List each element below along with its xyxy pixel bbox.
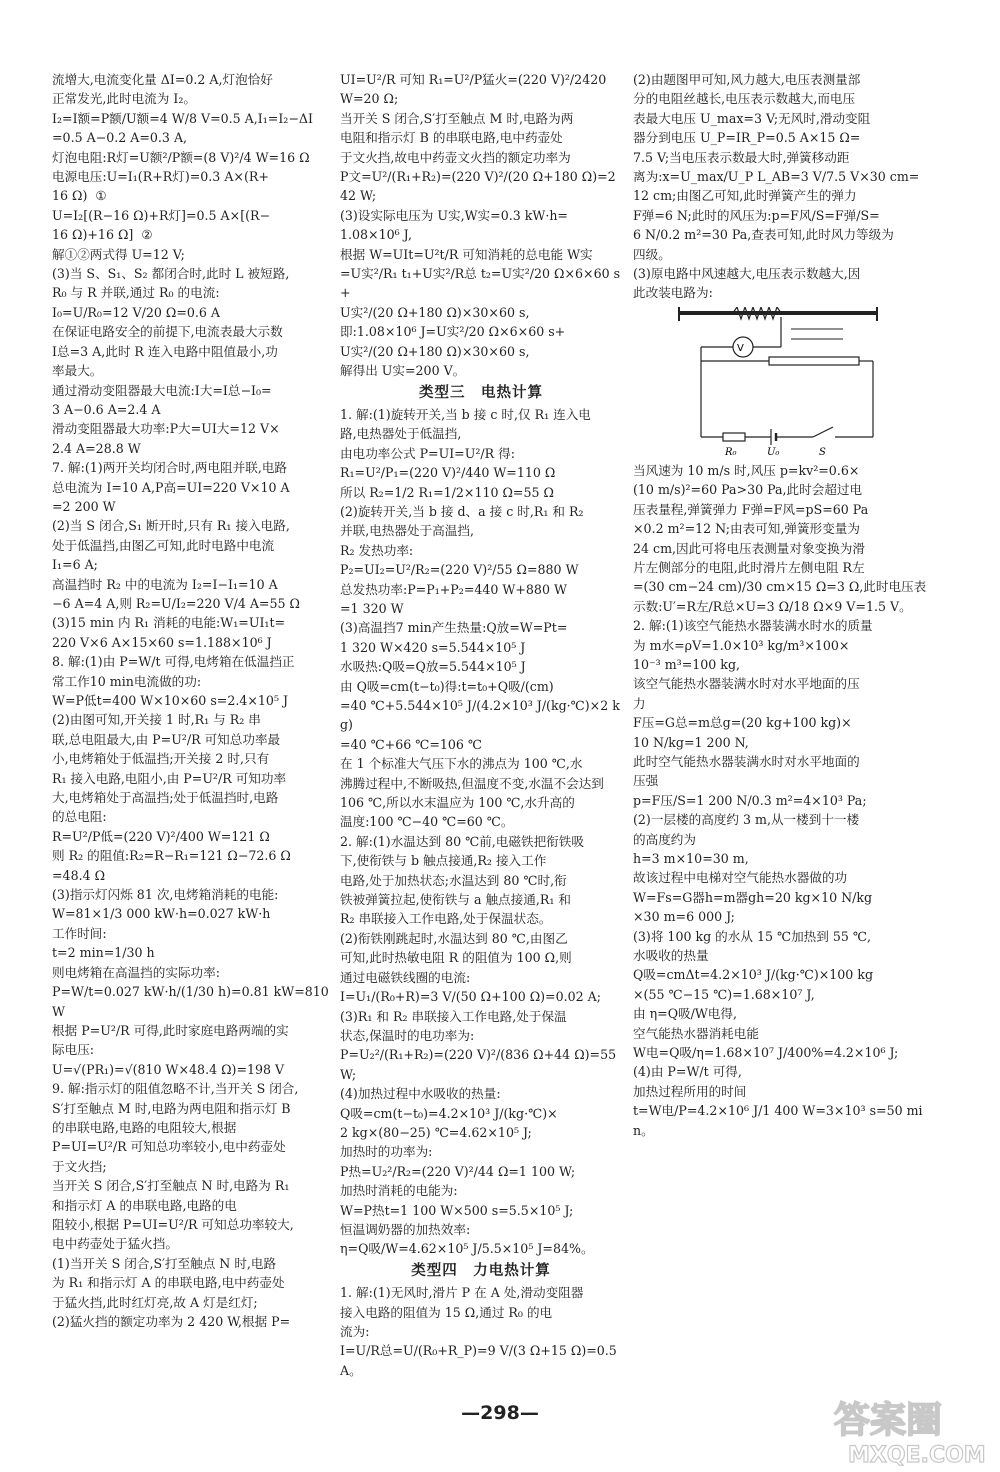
text-line: 水吸热:Q吸=Q放=5.544×10⁵ J [340, 659, 526, 675]
text-line: 106 ℃,所以水末温应为 100 ℃,水升高的 [340, 795, 575, 811]
page-number: —298— [461, 1402, 539, 1424]
text-line: 24 cm,因此可将电压表测量对象变换为滑 [633, 540, 865, 556]
r0-label: R₀ [725, 446, 737, 457]
text-line: 流为: [340, 1324, 370, 1339]
text-line: 12 cm;由图乙可知,此时弹簧产生的弹力 [633, 188, 857, 204]
text-line: (2)旋转开关,当 b 接 d、a 接 c 时,R₁ 和 R₂ [340, 503, 584, 519]
text-line: W=P低t=400 W×10×60 s=2.4×10⁵ J [52, 693, 289, 708]
text-line: 水吸收的热量 [633, 948, 709, 964]
text-line: R₀ 与 R 并联,通过 R₀ 的电流: [52, 285, 220, 301]
text-line: 铁被弹簧拉起,使衔铁与 a 触点接通,R₁ 和 [340, 892, 571, 908]
text-line: 沸腾过程中,不断吸热,但温度不变,水温不会达到 [340, 775, 604, 791]
text-line: =48.4 Ω [52, 867, 106, 883]
text-line: I₁=6 A; [52, 557, 98, 573]
text-line: −6 A=4 A,则 R₂=U/I₂=220 V/4 A=55 Ω [52, 595, 300, 611]
text-line: 正常发光,此时电流为 I₂。 [52, 91, 196, 107]
text-line: 器分到电压 U_P=IR_P=0.5 A×15 Ω= [633, 130, 861, 146]
text-line: 10 N/kg=1 200 N, [633, 734, 749, 750]
text-line: (2)衔铁刚跳起时,水温达到 80 ℃,由图乙 [340, 930, 568, 946]
text-line: 小,电烤箱处于低温挡;开关接 2 时,只有 [52, 751, 270, 767]
text-line: 温度:100 ℃−40 ℃=60 ℃。 [340, 814, 514, 830]
text-line: 四级。 [633, 246, 671, 262]
text-line: 流增大,电流变化量 ΔI=0.2 A,灯泡恰好 [52, 72, 273, 87]
switch-label: S [819, 446, 826, 457]
text-line: 下,使衔铁与 b 触点接通,R₂ 接入工作 [340, 853, 547, 869]
text-line: 于文火挡; [52, 1158, 107, 1174]
text-line: 恒温调奶器的加热效率: [340, 1221, 471, 1237]
answer-column-middle [340, 70, 622, 1380]
text-line: 压强 [633, 773, 659, 789]
text-line: 工作时间: [52, 925, 107, 941]
text-line: 可知,此时热敏电阻 R 的阻值为 100 Ω,则 [340, 950, 572, 966]
text-line: 当风速为 10 m/s 时,风压 p=kv²=0.6× [633, 462, 860, 478]
text-line: 压表量程,弹簧弹力 F弹=F风=pS=60 Pa [633, 501, 869, 517]
text-line: 9. 解:指示灯的阻值忽略不计,当开关 S 闭合, [52, 1081, 299, 1097]
text-line: 该空气能热水器装满水时对水平地面的压 [633, 676, 860, 692]
text-line: 7.5 V;当电压表示数最大时,弹簧移动距 [633, 149, 850, 165]
text-line: 此时空气能热水器装满水时对水平地面的 [633, 753, 860, 769]
text-line: 根据 P=U²/R 可得,此时家庭电路两端的实 [52, 1022, 289, 1038]
text-line: η=Q吸/W=4.62×10⁵ J/5.5×10⁵ J=84%。 [340, 1241, 594, 1257]
text-line: (3)原电路中风速越大,电压表示数越大,因 [633, 266, 861, 282]
text-line: 在保证电路安全的前提下,电流表最大示数 [52, 324, 283, 340]
text-line: 联,总电阻最大,由 P=U²/R 可知总功率最 [52, 731, 281, 747]
text-line: 于猛火挡,此时红灯亮,故 A 灯是红灯; [52, 1294, 258, 1310]
text-line: =2 200 W [52, 498, 116, 514]
text-line: 离为:x=U_max/U_P L_AB=3 V/7.5 V×30 cm= [633, 169, 920, 185]
text-line: 由 Q吸=cm(t−t₀)得:t=t₀+Q吸/(cm) [340, 678, 554, 694]
text-line: 为 R₁ 和指示灯 A 的串联电路,电中药壶处 [52, 1275, 285, 1291]
text-line: 并联,电热器处于高温挡, [340, 523, 474, 539]
text-line: W电=Q吸/η=1.68×10⁷ J/400%=4.2×10⁶ J; [633, 1045, 899, 1061]
text-line: P文=U²/(R₁+R₂)=(220 V)²/(20 Ω+180 Ω)=242 W; [340, 169, 616, 204]
text-line: 10⁻³ m³=100 kg, [633, 656, 741, 672]
text-line: S′打至触点 M 时,电路为两电阻和指示灯 B [52, 1100, 291, 1116]
text-line: U实²/(20 Ω+180 Ω)×30×60 s, [340, 343, 530, 359]
text-line: 6 N/0.2 m²=30 Pa,查表可知,此时风力等级为 [633, 227, 894, 243]
text-line: (2)猛火挡的额定功率为 2 420 W,根据 P= [52, 1314, 291, 1329]
text-line: t=2 min=1/30 h [52, 945, 155, 961]
text-line: 于文火挡,故电中药壶文火挡的额定功率为 [340, 149, 571, 165]
text-line: (2)由图可知,开关接 1 时,R₁ 与 R₂ 串 [52, 712, 261, 728]
text-line: R₁ 接入电路,电阻小,由 P=U²/R 可知功率 [52, 770, 287, 786]
text-line: 力 [633, 695, 646, 711]
text-line: 由电功率公式 P=UI=U²/R 得: [340, 445, 515, 461]
text-line: 灯泡电阻:R灯=U额²/P额=(8 V)²/4 W=16 Ω [52, 149, 310, 165]
text-line: (4)加热过程中水吸收的热量: [340, 1086, 501, 1102]
text-line: 路,电热器处于低温挡, [340, 426, 462, 442]
text-line: U=I₂[(R−16 Ω)+R灯]=0.5 A×[(R− [52, 207, 271, 223]
text-line: 16 Ω)+16 Ω] ② [52, 227, 153, 243]
watermark-logo [828, 1392, 988, 1468]
text-line: 的高度约为 [633, 831, 696, 847]
text-line: P=U₂²/(R₁+R₂)=(220 V)²/(836 Ω+44 Ω)=55 W; [340, 1047, 621, 1082]
answer-column-left [52, 70, 337, 1331]
voltmeter-label: V [737, 342, 744, 354]
text-line: 即:1.08×10⁶ J=U实²/20 Ω×6×60 s+ [340, 324, 566, 340]
text-line: 电源电压:U=I₁(R+R灯)=0.3 A×(R+ [52, 169, 269, 185]
text-line: R₂ 发热功率: [340, 542, 414, 558]
text-line: 解得出 U实=200 V。 [340, 363, 466, 379]
text-line: 接入电路的阻值为 15 Ω,通过 R₀ 的电 [340, 1304, 553, 1320]
text-line: 示数:U′=R左/R总×U=3 Ω/18 Ω×9 V=1.5 V。 [633, 598, 912, 614]
text-line: 通过滑动变阻器最大电流:I大=I总−I₀= [52, 382, 272, 398]
text-line: 由 η=Q吸/W电得, [633, 1006, 737, 1022]
circuit-diagram [673, 307, 883, 457]
text-line: (2)由题图甲可知,风力越大,电压表测量部 [633, 72, 861, 87]
text-line: P=UI=U²/R 可知总功率较小,电中药壶处 [52, 1139, 286, 1155]
text-line: W=81×1/3 000 kW·h=0.027 kW·h [52, 906, 271, 922]
text-line: =1 320 W [340, 600, 404, 616]
text-line: 8. 解:(1)由 P=W/t 可得,电烤箱在低温挡正 [52, 654, 295, 670]
text-line: 1. 解:(1)无风时,滑片 P 在 A 处,滑动变阻器 [340, 1285, 584, 1301]
text-line: 此改装电路为: [633, 285, 713, 301]
text-line: =(30 cm−24 cm)/30 cm×15 Ω=3 Ω,此时电压表 [633, 579, 927, 595]
text-line: R=U²/P低=(220 V)²/400 W=121 Ω [52, 828, 270, 844]
text-line: P热=U₂²/R₂=(220 V)²/44 Ω=1 100 W; [340, 1163, 576, 1179]
text-line: (3)将 100 kg 的水从 15 ℃加热到 55 ℃, [633, 928, 871, 944]
text-line: U=√(PR₁)=√(810 W×48.4 Ω)=198 V [52, 1061, 285, 1077]
text-line: 2.4 A=28.8 W [52, 440, 141, 456]
text-line: (2)当 S 闭合,S₁ 断开时,只有 R₁ 接入电路, [52, 518, 290, 534]
watermark-url: MXQE.COM [848, 1443, 986, 1468]
text-line: =0.5 A−0.2 A=0.3 A, [52, 130, 188, 146]
text-line: 为 m水=ρV=1.0×10³ kg/m³×100× [633, 637, 850, 653]
text-line: 率最大。 [52, 363, 103, 379]
text-line: 解①②两式得 U=12 V; [52, 246, 185, 262]
text-line: 3 A−0.6 A=2.4 A [52, 401, 161, 417]
text-line: 通过电磁铁线圈的电流: [340, 969, 471, 985]
text-line: (2)一层楼的高度约 3 m,从一楼到十一楼 [633, 812, 860, 828]
text-line: (3)R₁ 和 R₂ 串联接入工作电路,处于保温 [340, 1008, 567, 1024]
text-line: Q吸=cm(t−t₀)=4.2×10³ J/(kg·℃)× [340, 1105, 558, 1121]
text-line: P=W/t=0.027 kW·h/(1/30 h)=0.81 kW=810 W [52, 984, 333, 1019]
text-line: 电阻和指示灯 B 的串联电路,电中药壶处 [340, 130, 563, 146]
text-line: ×(55 ℃−15 ℃)=1.68×10⁷ J, [633, 986, 815, 1002]
text-line: =40 ℃+66 ℃=106 ℃ [340, 736, 483, 752]
text-line: I总=3 A,此时 R 连入电路中阻值最小,功 [52, 343, 278, 359]
text-line: 2 kg×(80−25) ℃=4.62×10⁵ J; [340, 1124, 532, 1140]
text-line: (3)指示灯闪烁 81 次,电烤箱消耗的电能: [52, 887, 279, 903]
u0-label: U₀ [767, 446, 780, 457]
text-line: 加热时消耗的电能为: [340, 1183, 458, 1199]
text-line: 空气能热水器消耗电能 [633, 1025, 759, 1041]
text-line: 的串联电路,电路的电阻较大,根据 [52, 1119, 237, 1135]
text-line: 电中药壶处于猛火挡。 [52, 1236, 178, 1252]
text-line: =U实²/R₁ t₁+U实²/R总 t₂=U实²/20 Ω×6×60 s+ [340, 266, 621, 301]
text-line: I=U/R总=U/(R₀+R_P)=9 V/(3 Ω+15 Ω)=0.5 A。 [340, 1343, 621, 1378]
text-line: R₂ 串联接入工作电路,处于保温状态。 [340, 911, 552, 927]
text-line: 表最大电压 U_max=3 V;无风时,滑动变阻 [633, 110, 871, 126]
text-line: (3)高温挡7 min产生热量:Q放=W=Pt= [340, 620, 568, 636]
text-line: I₂=I额=P额/U额=4 W/8 V=0.5 A,I₁=I₂−ΔI [52, 110, 313, 126]
text-line: 7. 解:(1)两开关均闭合时,两电阻并联,电路 [52, 460, 288, 476]
text-line: 大,电烤箱处于高温挡;处于低温挡时,电路 [52, 790, 279, 806]
text-line: 高温挡时 R₂ 中的电流为 I₂=I−I₁=10 A [52, 576, 278, 592]
text-line: 当开关 S 闭合,S′打至触点 N 时,电路为 R₁ [52, 1178, 290, 1194]
text-line: 加热过程所用的时间 [633, 1083, 747, 1099]
text-line: 的总电阻: [52, 809, 107, 825]
text-line: t=W电/P=4.2×10⁶ J/1 400 W=3×10³ s=50 min。 [633, 1103, 923, 1138]
text-line: 2. 解:(1)水温达到 80 ℃前,电磁铁把衔铁吸 [340, 833, 584, 849]
text-line: W=Fs=G器h=m器gh=20 kg×10 N/kg [633, 889, 873, 905]
section-heading: 类型三 电热计算 [419, 384, 543, 401]
text-line: =40 ℃+5.544×10⁵ J/(4.2×10³ J/(kg·℃)×2 kg) [340, 698, 620, 733]
text-line: (3)当 S、S₁、S₂ 都闭合时,此时 L 被短路, [52, 266, 290, 282]
text-line: 所以 R₂=1/2 R₁=1/2×110 Ω=55 Ω [340, 484, 554, 500]
text-line: UI=U²/R 可知 R₁=U²/P猛火=(220 V)²/2420 W=20 Ω; [340, 72, 611, 107]
text-line: 则电烤箱在高温挡的实际功率: [52, 964, 220, 980]
text-line: 则 R₂ 的阻值:R₂=R−R₁=121 Ω−72.6 Ω [52, 848, 291, 864]
text-line: (3)15 min 内 R₁ 消耗的电能:W₁=UI₁t= [52, 615, 286, 631]
answer-column-right [633, 70, 933, 1140]
text-line: 状态,保温时的电功率为: [340, 1027, 475, 1043]
text-line: 阻较小,根据 P=UI=U²/R 可知总功率较大, [52, 1216, 294, 1232]
text-line: W=P热t=1 100 W×500 s=5.5×10⁵ J; [340, 1202, 574, 1218]
text-line: (4)由 P=W/t 可得, [633, 1064, 742, 1080]
text-line: 故该过程中电梯对空气能热水器做的功 [633, 870, 848, 886]
text-line: I₀=U/R₀=12 V/20 Ω=0.6 A [52, 304, 221, 320]
text-line: 滑动变阻器最大功率:P大=UI大=12 V× [52, 421, 280, 437]
text-line: 220 V×6 A×15×60 s=1.188×10⁶ J [52, 634, 272, 650]
text-line: 当开关 S 闭合,S′打至触点 M 时,电路为两 [340, 110, 574, 126]
text-line: 际电压: [52, 1042, 95, 1058]
text-line: 总发热功率:P=P₁+P₂=440 W+880 W [340, 581, 567, 597]
text-line: 1.08×10⁶ J, [340, 227, 412, 243]
text-line: R₁=U²/P₁=(220 V)²/440 W=110 Ω [340, 465, 556, 481]
text-line: P₂=UI₂=U²/R₂=(220 V)²/55 Ω=880 W [340, 562, 579, 578]
text-line: h=3 m×10=30 m, [633, 851, 749, 866]
text-line: p=F压/S=1 200 N/0.3 m²=4×10³ Pa; [633, 792, 867, 808]
section-heading: 类型四 力电热计算 [411, 1262, 551, 1279]
text-line: 16 Ω) ① [52, 188, 107, 204]
text-line: (1)当开关 S 闭合,S′打至触点 N 时,电路 [52, 1255, 277, 1271]
text-line: F弹=6 N;此时的风压为:p=F风/S=F弹/S= [633, 207, 880, 223]
text-line: 分的电阻丝越长,电压表示数越大,而电压 [633, 91, 856, 107]
text-line: 1. 解:(1)旋转开关,当 b 接 c 时,仅 R₁ 连入电 [340, 406, 591, 422]
text-line: 2. 解:(1)该空气能热水器装满水时水的质量 [633, 618, 873, 634]
text-line: 在 1 个标准大气压下水的沸点为 100 ℃,水 [340, 756, 583, 772]
text-line: ×0.2 m²=12 N;由表可知,弹簧形变量为 [633, 521, 860, 537]
text-line: 根据 W=UIt=U²t/R 可知消耗的总电能 W实 [340, 246, 593, 262]
watermark-text: 答案圈 [834, 1400, 943, 1441]
text-line: Q吸=cmΔt=4.2×10³ J/(kg·℃)×100 kg [633, 967, 874, 983]
text-line: 片左侧部分的电阻,此时滑片左侧电阻 R左 [633, 559, 865, 575]
text-line: I=U₁/(R₀+R)=3 V/(50 Ω+100 Ω)=0.02 A; [340, 989, 601, 1005]
text-line: U实²/(20 Ω+180 Ω)×30×60 s, [340, 304, 530, 320]
text-line: F压=G总=m总g=(20 kg+100 kg)× [633, 715, 852, 731]
text-line: 加热时的功率为: [340, 1144, 433, 1160]
text-line: 常工作10 min电流做的功: [52, 673, 202, 689]
text-line: 处于低温挡,由图乙可知,此时电路中电流 [52, 537, 275, 553]
text-line: 1 320 W×420 s=5.544×10⁵ J [340, 639, 526, 655]
text-line: 电路,处于加热状态;水温达到 80 ℃时,衔 [340, 872, 567, 888]
text-line: ×30 m=6 000 J; [633, 909, 735, 925]
text-line: 总电流为 I=10 A,P高=UI=220 V×10 A [52, 479, 290, 495]
text-line: (10 m/s)²=60 Pa>30 Pa,此时会超过电 [633, 482, 863, 498]
text-line: 和指示灯 A 的串联电路,电路的电 [52, 1197, 237, 1213]
text-line: (3)设实际电压为 U实,W实=0.3 kW·h= [340, 207, 568, 223]
